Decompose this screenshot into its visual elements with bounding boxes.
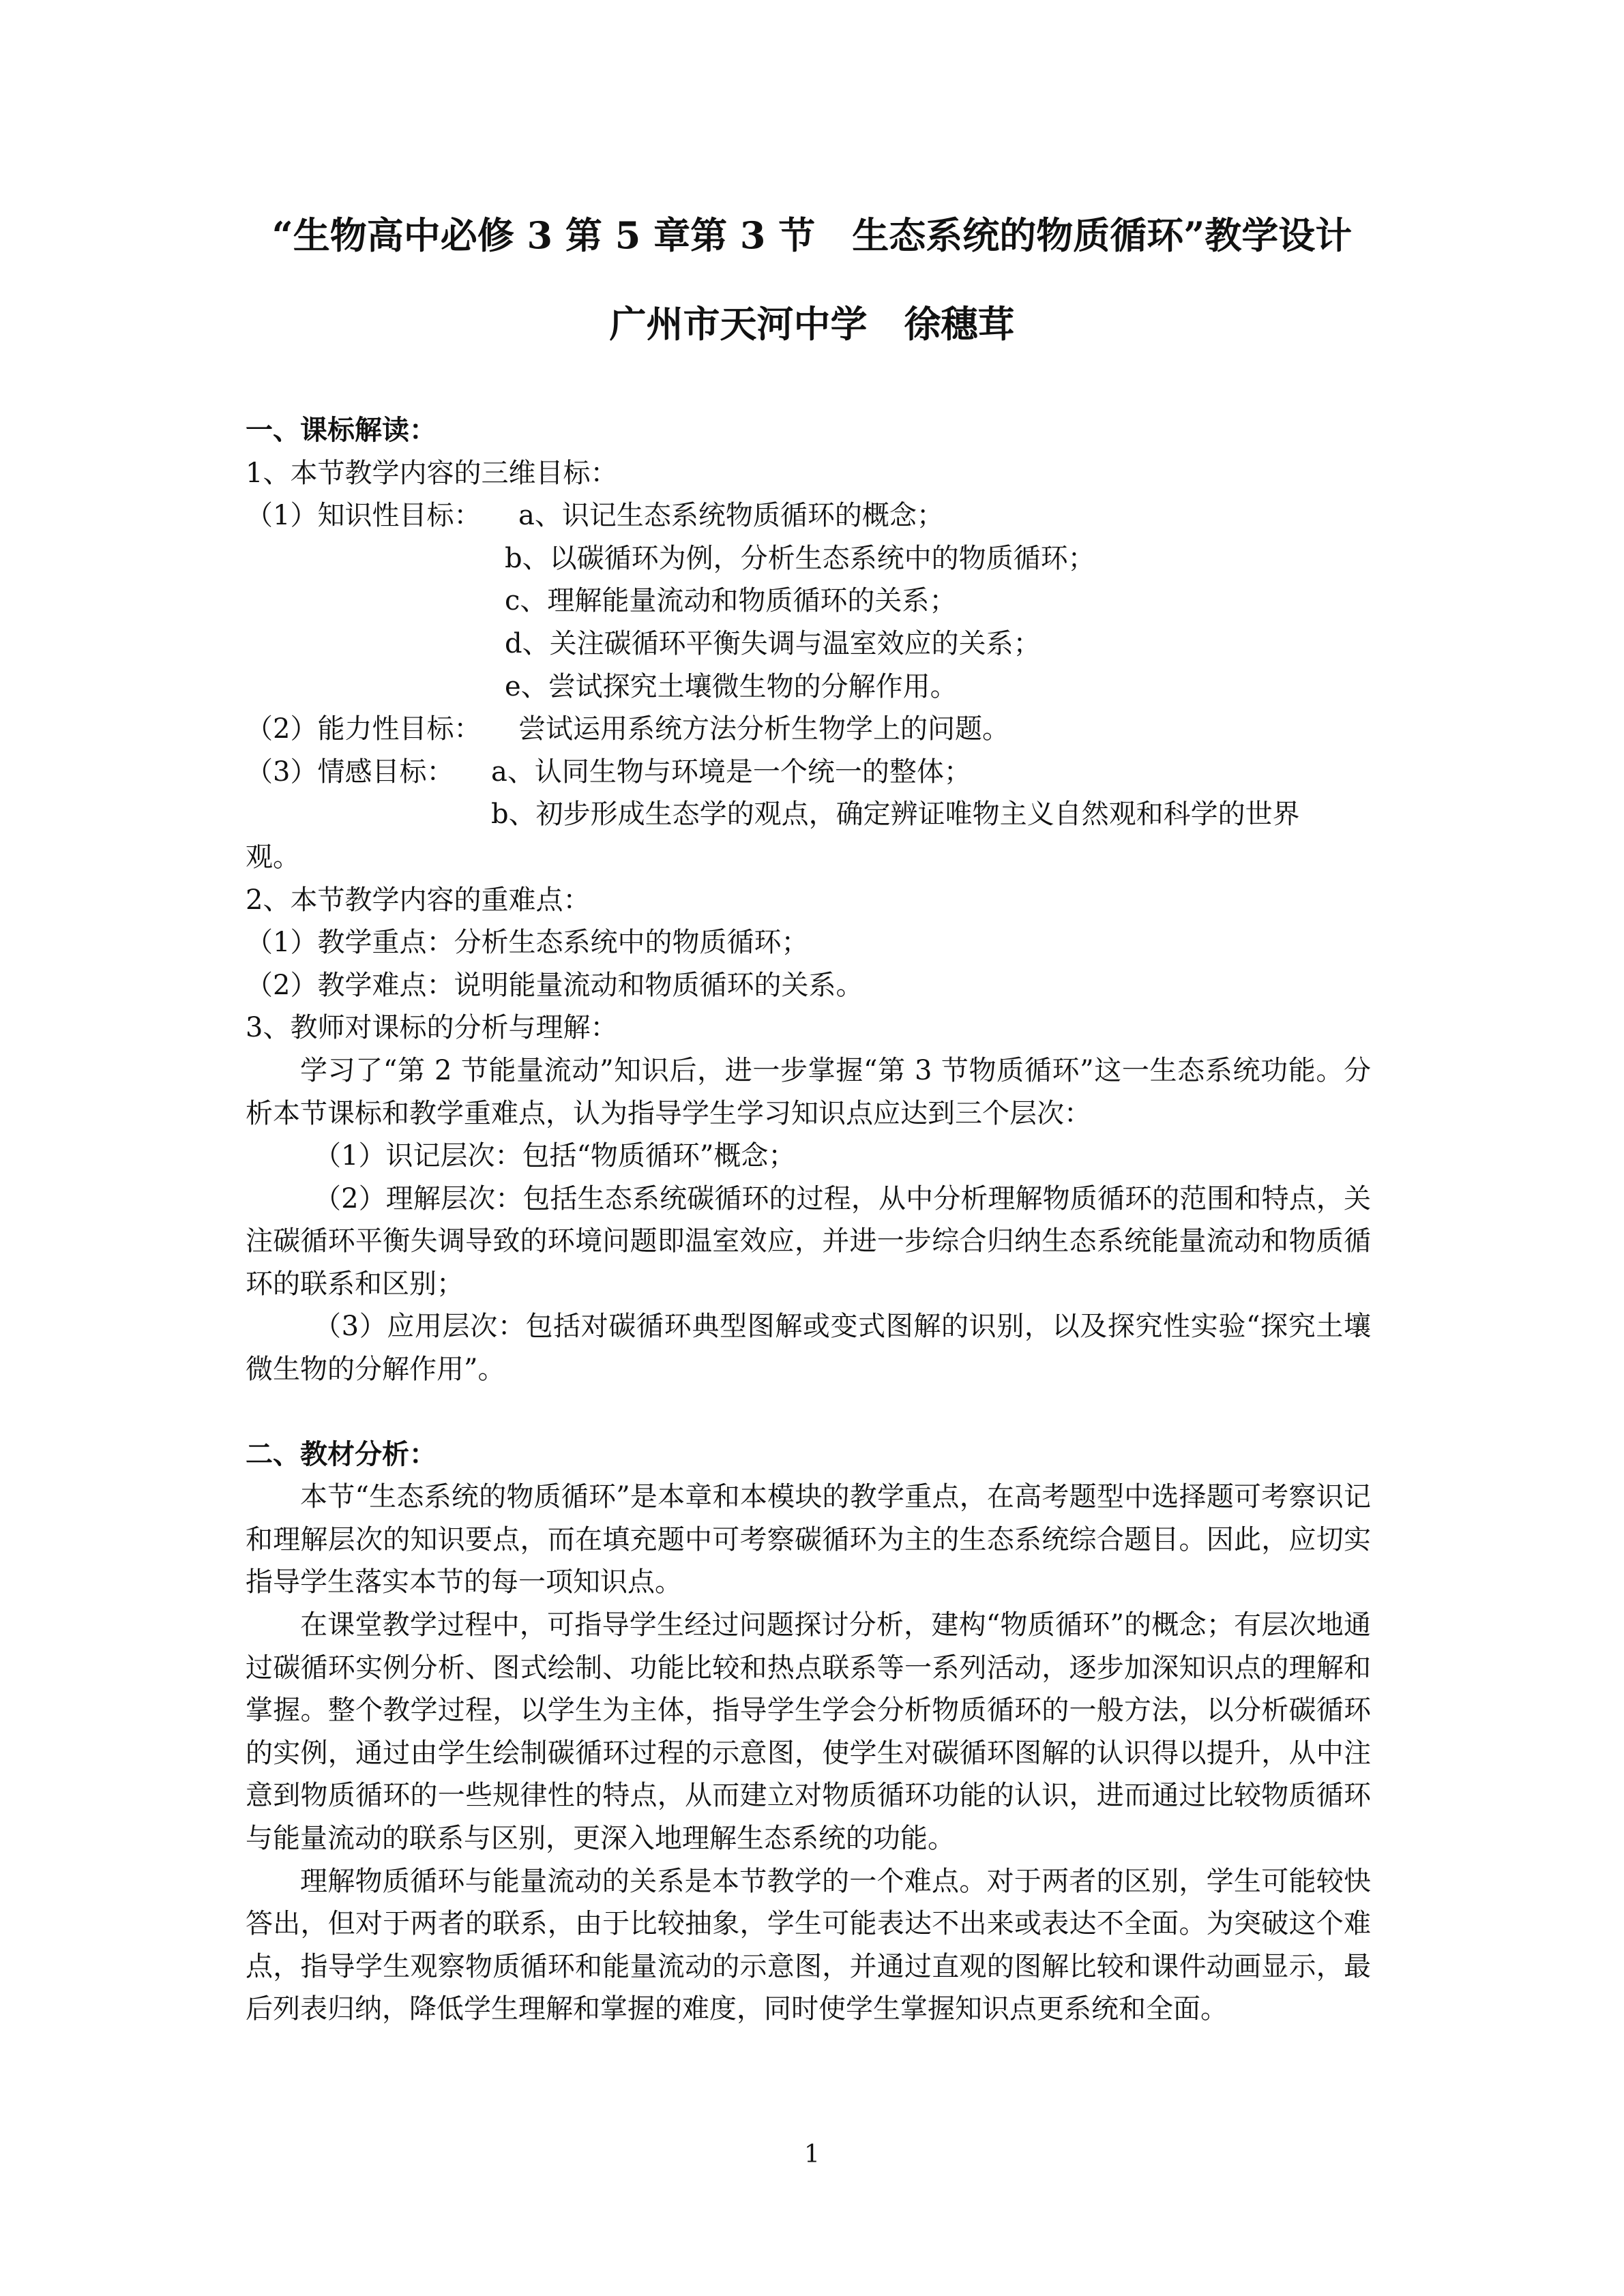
- level-understand: （2）理解层次：包括生态系统碳循环的过程，从中分析理解物质循环的范围和特点，关注碳循环平衡失调导致的环境问题即温室效应，并进一步综合归纳生态系统能量流动和物质循环的联系和区别；: [246, 1182, 1371, 1300]
- ability-goal-row: [246, 708, 1371, 751]
- section-heading-textbook: 二、教材分析：: [246, 1437, 437, 1470]
- emotion-goal-row: [246, 751, 1371, 794]
- ability-goal-text: 尝试运用系统方法分析生物学上的问题。: [518, 713, 1009, 745]
- difficult-point: （2）教学难点：说明能量流动和物质循环的关系。: [246, 969, 863, 1001]
- ability-goal-label: （2）能力性目标：: [246, 713, 482, 745]
- textbook-paragraph-1: 本节“生态系统的物质循环”是本章和本模块的教学重点，在高考题型中选择题可考察识记和理解层次的知识要点，而在填充题中可考察碳循环为主的生态系统综合题目。因此，应切实指导学生落实本节的每一项知识点。: [246, 1481, 1371, 1598]
- knowledge-goal-c: c、理解能量流动和物质循环的关系；: [505, 585, 957, 617]
- key-point: （1）教学重点：分析生态系统中的物质循环；: [246, 927, 809, 959]
- section-heading-standards: 一、课标解读：: [246, 414, 437, 446]
- knowledge-goal-d: d、关注碳循环平衡失调与温室效应的关系；: [505, 627, 1041, 659]
- knowledge-goal-row: [246, 494, 1371, 537]
- knowledge-goal-a: a、识记生态系统物质循环的概念；: [518, 500, 944, 532]
- emotion-goal-b-continued: 观。: [246, 841, 300, 873]
- item-teacher-analysis: 3、教师对课标的分析与理解：: [246, 1012, 618, 1044]
- document-title: “生物高中必修 3 第 5 章第 3 节 生态系统的物质循环”教学设计: [271, 213, 1353, 257]
- knowledge-goal-e: e、尝试探究土壤微生物的分解作用。: [505, 670, 958, 702]
- document-body: [246, 409, 1371, 2031]
- level-memorize: （1）识记层次：包括“物质循环”概念；: [314, 1140, 796, 1172]
- section-spacer: [246, 1391, 1371, 1433]
- textbook-paragraph-3: 理解物质循环与能量流动的关系是本节教学的一个难点。对于两者的区别，学生可能较快答出，但对于两者的联系，由于比较抽象，学生可能表达不出来或表达不全面。为突破这个难点，指导学生观察物质循环和能量流动的示意图，并通过直观的图解比较和课件动画显示，最后列表归纳，降低学生理解和掌握的难度，同时使学生掌握知识点更系统和全面。: [246, 1865, 1371, 2025]
- document-author: 广州市天河中学 徐穗茸: [609, 302, 1015, 346]
- teacher-analysis-paragraph: 学习了“第 2 节能量流动”知识后，进一步掌握“第 3 节物质循环”这一生态系统功能。分析本节课标和教学重难点，认为指导学生学习知识点应达到三个层次：: [246, 1054, 1371, 1129]
- knowledge-goal-label: （1）知识性目标：: [246, 500, 482, 532]
- emotion-goal-b: b、初步形成生态学的观点，确定辨证唯物主义自然观和科学的世界: [491, 799, 1300, 831]
- item-key-points: 2、本节教学内容的重难点：: [246, 884, 591, 916]
- knowledge-goal-b: b、以碳循环为例，分析生态系统中的物质循环；: [505, 542, 1095, 574]
- emotion-goal-label: （3）情感目标：: [246, 756, 454, 788]
- emotion-goal-a: a、认同生物与环境是一个统一的整体；: [491, 756, 971, 788]
- textbook-paragraph-2: 在课堂教学过程中，可指导学生经过问题探讨分析，建构“物质循环”的概念；有层次地通过碳循环实例分析、图式绘制、功能比较和热点联系等一系列活动，逐步加深知识点的理解和掌握。整个教学过程，以学生为主体，指导学生学会分析物质循环的一般方法，以分析碳循环的实例，通过由学生绘制碳循环过程的示意图，使学生对碳循环图解的认识得以提升，从中注意到物质循环的一些规律性的特点，从而建立对物质循环功能的认识，进而通过比较物质循环与能量流动的联系与区别，更深入地理解生态系统的功能。: [246, 1609, 1371, 1854]
- item-three-dim-goals: 1、本节教学内容的三维目标：: [246, 457, 618, 489]
- page-number: 1: [804, 2141, 820, 2168]
- level-apply: （3）应用层次：包括对碳循环典型图解或变式图解的识别，以及探究性实验“探究土壤微生物的分解作用”。: [246, 1311, 1371, 1386]
